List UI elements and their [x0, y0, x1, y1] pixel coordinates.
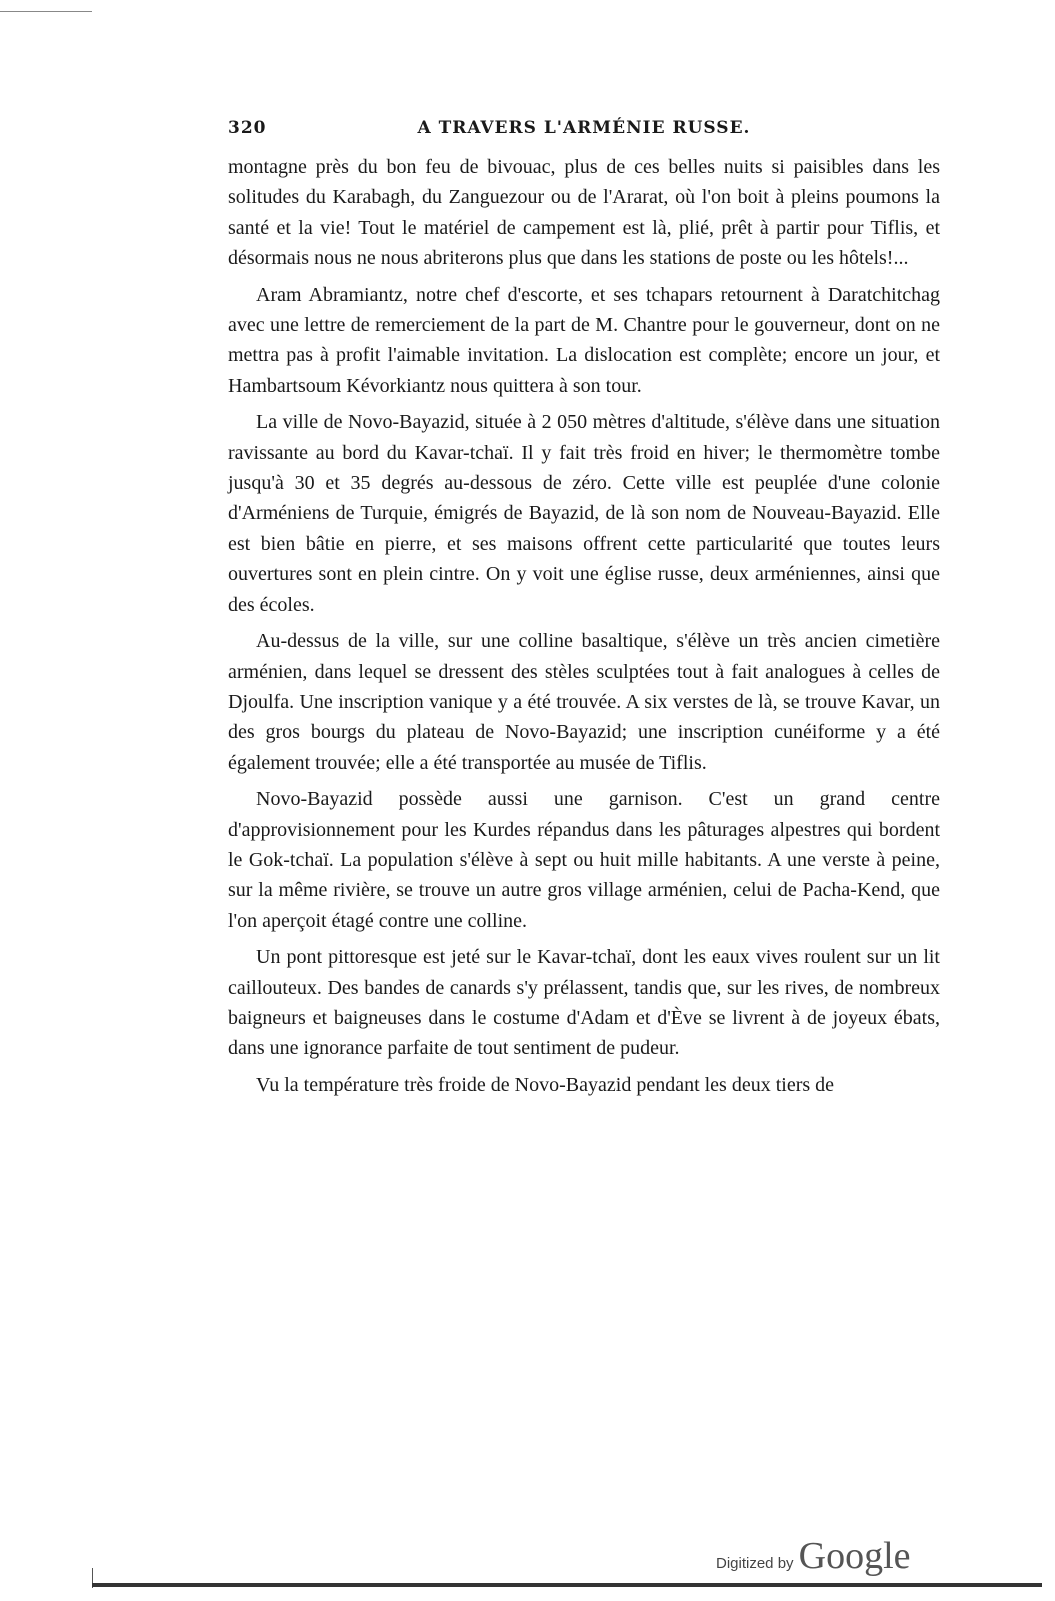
- scan-bottom-edge: [92, 1583, 1042, 1587]
- digitized-by-label: Digitized by: [716, 1555, 794, 1572]
- paragraph-6: Un pont pittoresque est jeté sur le Kavar-tchaï, dont les eaux vives roulent sur un lit caillouteux. Des bandes de canards s'y prélassent, tandis que, sur les rives, de nombreux baigneurs et baigneuses dans le costume d'Adam et d'Ève se livrent à de joyeux ébats, dans une ignorance parfaite de tout sentiment de pudeur.: [228, 946, 940, 1060]
- paragraph-5: Novo-Bayazid possède aussi une garnison. C'est un grand centre d'approvisionnement pour les Kurdes répandus dans les pâturages alpestres qui bordent le Gok-tchaï. La population s'élève à sept ou huit mille habitants. A une verste à peine, sur la même rivière, se trouve un autre gros village arménien, celui de Pacha-Kend, que l'on aperçoit étagé contre une colline.: [228, 788, 940, 932]
- digitization-watermark: [716, 1534, 911, 1577]
- page-header: [228, 118, 940, 144]
- page-number: 320: [228, 118, 267, 138]
- google-logo: Google: [798, 1535, 911, 1577]
- top-edge-rule: [0, 11, 92, 12]
- running-title: A TRAVERS L'ARMÉNIE RUSSE.: [417, 118, 751, 138]
- paragraph-7: Vu la température très froide de Novo-Bayazid pendant les deux tiers de: [256, 1073, 835, 1096]
- paragraph-2: Aram Abramiantz, notre chef d'escorte, et ses tchapars retournent à Daratchitchag avec une lettre de remerciement de la part de M. Chantre pour le gouverneur, dont on ne mettra pas à profit l'aimable invitation. La dislocation est complète; encore un jour, et Hambartsoum Kévorkiantz nous quittera à son tour.: [228, 283, 940, 397]
- paragraph-3: La ville de Novo-Bayazid, située à 2 050 mètres d'altitude, s'élève dans une situation ravissante au bord du Kavar-tchaï. Il y fait très froid en hiver; le thermomètre tombe jusqu'à 30 et 35 degrés au-dessous de zéro. Cette ville est peuplée d'une colonie d'Arméniens de Turquie, émigrés de Bayazid, de là son nom de Nouveau-Bayazid. Elle est bien bâtie en pierre, et ses maisons offrent cette particularité que toutes leurs ouvertures sont en plein cintre. On y voit une église russe, deux arméniennes, ainsi que des écoles.: [228, 411, 940, 616]
- paragraph-1: montagne près du bon feu de bivouac, plus de ces belles nuits si paisibles dans les solitudes du Karabagh, du Zanguezour ou de l'Ararat, où l'on boit à pleins poumons la santé et la vie! Tout le matériel de campement est là, plié, prêt à partir pour Tiflis, et désormais nous ne nous abriterons plus que dans les stations de poste ou les hôtels!...: [228, 156, 940, 270]
- body-text: [228, 152, 940, 1106]
- paragraph-4: Au-dessus de la ville, sur une colline basaltique, s'élève un très ancien cimetière arménien, dans lequel se dressent des stèles sculptées tout à fait analogues à celles de Djoulfa. Une inscription vanique y a été trouvée. A six verstes de là, se trouve Kavar, un des gros bourgs du plateau de Novo-Bayazid; une inscription cunéiforme y a été également trouvée; elle a été transportée au musée de Tiflis.: [228, 630, 940, 774]
